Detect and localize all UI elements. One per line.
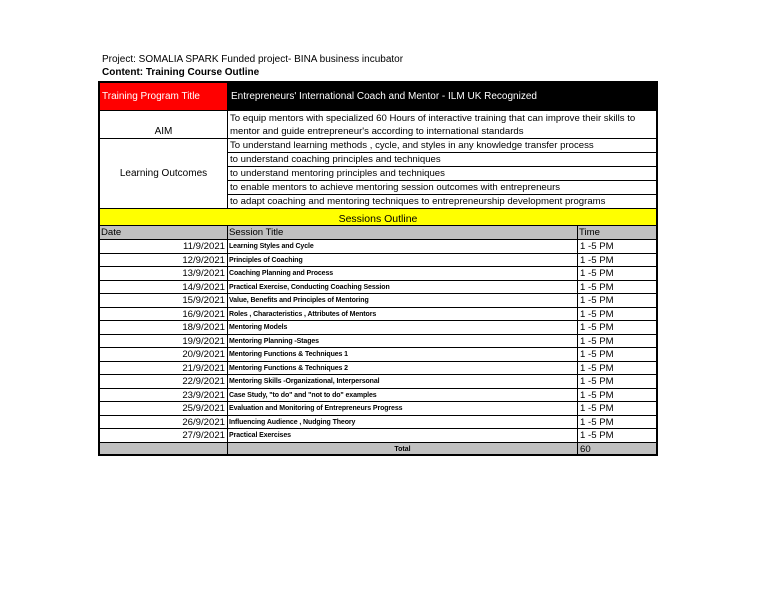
table-row: [100, 267, 656, 281]
session-time: 1 -5 PM: [580, 349, 614, 361]
total-label: Total: [228, 443, 578, 456]
session-time: 1 -5 PM: [580, 362, 614, 374]
session-title: Influencing Audience , Nudging Theory: [228, 416, 578, 429]
project-line: Project: SOMALIA SPARK Funded project- BINA business incubator: [102, 54, 404, 65]
session-time: 1 -5 PM: [580, 376, 614, 388]
session-title-column-header: Session Title: [228, 226, 578, 239]
session-title: Mentoring Models: [228, 321, 578, 334]
session-title: Mentoring Functions & Techniques 1: [228, 348, 578, 361]
program-title-value: Entrepreneurs' International Coach and Mentor - ILM UK Recognized: [231, 91, 537, 102]
total-row: [100, 443, 656, 456]
learning-outcome-item: To understand learning methods , cycle, and styles in any knowledge transfer process: [228, 139, 656, 153]
training-course-table: [98, 81, 658, 456]
session-title: Practical Exercise, Conducting Coaching Session: [228, 281, 578, 294]
learning-outcomes-list: [228, 139, 656, 208]
column-header-row: [100, 226, 656, 240]
session-time: 1 -5 PM: [580, 403, 614, 415]
learning-outcomes-row: [100, 139, 656, 209]
aim-label: AIM: [100, 111, 228, 138]
table-row: [100, 254, 656, 268]
session-title: Principles of Coaching: [228, 254, 578, 267]
learning-outcomes-label: Learning Outcomes: [100, 139, 228, 208]
sessions-outline-row: [100, 209, 656, 226]
session-time: 1 -5 PM: [580, 416, 614, 428]
session-time: 1 -5 PM: [580, 335, 614, 347]
session-date: 12/9/2021: [100, 254, 228, 267]
session-time: 1 -5 PM: [580, 254, 614, 266]
session-time: 1 -5 PM: [580, 241, 614, 252]
session-date: 23/9/2021: [100, 389, 228, 402]
session-date: 18/9/2021: [100, 321, 228, 334]
session-time: 1 -5 PM: [580, 268, 614, 280]
content-line: Content: Training Course Outline: [102, 67, 260, 78]
session-time: 1 -5 PM: [580, 430, 614, 442]
session-date: 16/9/2021: [100, 308, 228, 321]
session-date: 14/9/2021: [100, 281, 228, 294]
session-date: 25/9/2021: [100, 402, 228, 415]
table-row: [100, 389, 656, 403]
session-title: Mentoring Skills -Organizational, Interpersonal: [228, 375, 578, 388]
session-title: Coaching Planning and Process: [228, 267, 578, 280]
table-row: [100, 294, 656, 308]
learning-outcome-item: to adapt coaching and mentoring techniques to entrepreneurship development programs: [230, 196, 606, 207]
session-title: Case Study, "to do" and "not to do" examples: [228, 389, 578, 402]
session-time: 1 -5 PM: [580, 295, 614, 307]
session-date: 15/9/2021: [100, 294, 228, 307]
session-date: 21/9/2021: [100, 362, 228, 375]
sessions-outline-heading: Sessions Outline: [338, 213, 418, 225]
table-row: [100, 429, 656, 443]
session-date: 22/9/2021: [100, 375, 228, 388]
session-time: 1 -5 PM: [580, 281, 614, 293]
session-date: 20/9/2021: [100, 348, 228, 361]
program-title-label: Training Program Title: [100, 83, 228, 110]
session-title: Mentoring Functions & Techniques 2: [228, 362, 578, 375]
aim-line: mentor and guide entrepreneur's according to international standards: [230, 126, 524, 137]
aim-row: [100, 111, 656, 139]
table-row: [100, 308, 656, 322]
session-title: Practical Exercises: [228, 429, 578, 442]
learning-outcome-item: to understand coaching principles and techniques: [228, 153, 656, 167]
learning-outcome-item: to understand mentoring principles and techniques: [228, 167, 656, 181]
session-date: 26/9/2021: [100, 416, 228, 429]
session-date: 19/9/2021: [100, 335, 228, 348]
table-row: [100, 281, 656, 295]
table-row: [100, 240, 656, 254]
table-row: [100, 416, 656, 430]
time-column-header: Time: [579, 227, 600, 238]
date-column-header: Date: [100, 226, 228, 239]
session-date: 27/9/2021: [100, 429, 228, 442]
session-title: Roles , Characteristics , Attributes of Mentors: [228, 308, 578, 321]
session-title: Mentoring Planning -Stages: [228, 335, 578, 348]
session-time: 1 -5 PM: [580, 322, 614, 334]
table-row: [100, 402, 656, 416]
session-date: 11/9/2021: [100, 240, 228, 253]
program-title-row: [100, 83, 656, 111]
total-value: 60: [580, 444, 591, 455]
aim-line: To equip mentors with specialized 60 Hours of interactive training that can improve their skills to: [230, 113, 636, 124]
session-title: Learning Styles and Cycle: [228, 240, 578, 253]
table-row: [100, 321, 656, 335]
session-time: 1 -5 PM: [580, 308, 614, 320]
session-time: 1 -5 PM: [580, 389, 614, 401]
session-title: Value, Benefits and Principles of Mentoring: [228, 294, 578, 307]
table-row: [100, 348, 656, 362]
learning-outcome-item: to enable mentors to achieve mentoring session outcomes with entrepreneurs: [228, 181, 656, 195]
aim-text: [228, 111, 656, 138]
session-date: 13/9/2021: [100, 267, 228, 280]
table-row: [100, 362, 656, 376]
table-row: [100, 335, 656, 349]
table-row: [100, 375, 656, 389]
total-empty-cell: [100, 443, 228, 456]
session-title: Evaluation and Monitoring of Entrepreneurs Progress: [228, 402, 578, 415]
